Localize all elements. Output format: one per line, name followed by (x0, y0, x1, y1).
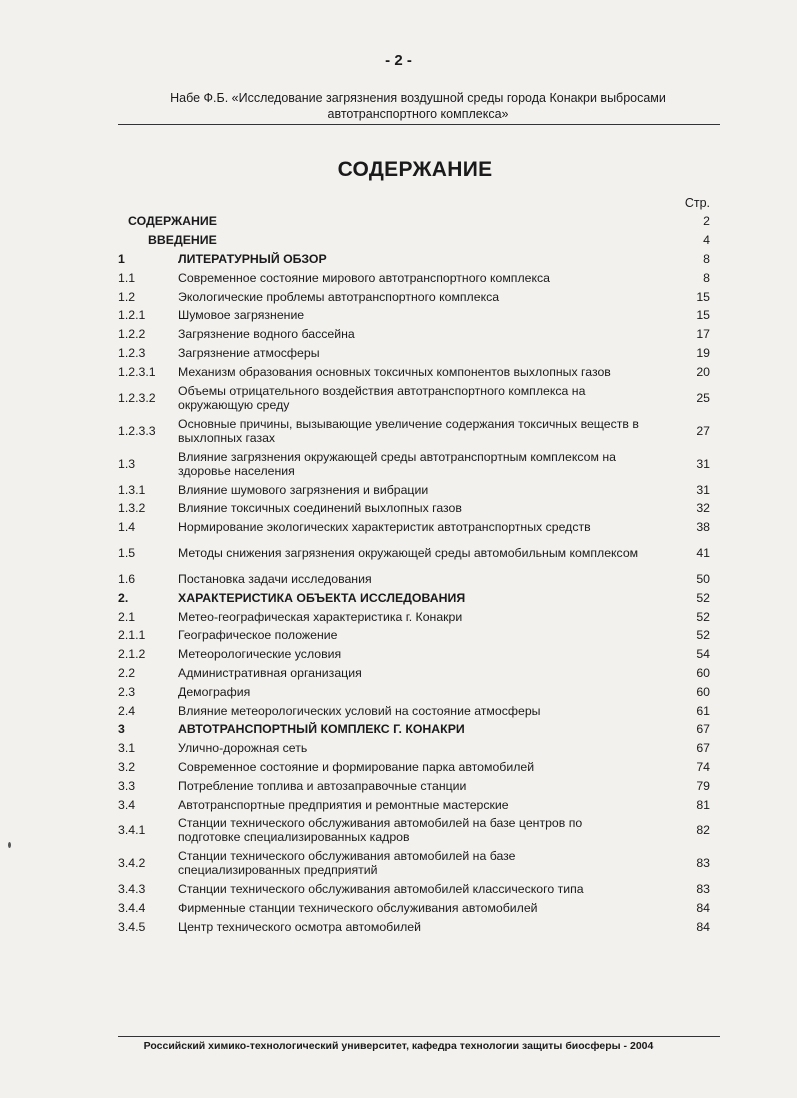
toc-number: 1.2.1 (118, 308, 146, 323)
toc-row (118, 499, 710, 518)
toc-page: 8 (703, 270, 710, 285)
toc-number: 2.1.2 (118, 647, 146, 662)
toc-title: АВТОТРАНСПОРТНЫЙ КОМПЛЕКС Г. КОНАКРИ (178, 722, 465, 737)
toc-page: 60 (696, 684, 710, 699)
table-of-contents (118, 212, 710, 936)
toc-row (118, 306, 710, 325)
running-head (118, 90, 718, 122)
toc-row (118, 518, 710, 537)
toc-row (118, 250, 710, 269)
toc-title: Влияние загрязнения окружающей среды автотранспортным комплексом на здоровье населения (178, 449, 616, 478)
toc-page: 60 (696, 665, 710, 680)
toc-page: 82 (696, 823, 710, 838)
toc-title: Загрязнение водного бассейна (178, 327, 355, 342)
toc-title: Метео-географическая характеристика г. Конакри (178, 609, 463, 624)
page-column-label: Стр. (684, 196, 710, 210)
toc-row (118, 381, 710, 414)
toc-title: СОДЕРЖАНИЕ (128, 214, 217, 229)
toc-row (118, 588, 710, 607)
toc-row (118, 758, 710, 777)
toc-row (118, 776, 710, 795)
toc-number: 3.4.3 (118, 882, 146, 897)
toc-title: Улично-дорожная сеть (178, 741, 308, 756)
toc-page: 84 (696, 919, 710, 934)
toc-number: 2.1 (118, 609, 136, 624)
toc-row (118, 362, 710, 381)
toc-number: 1.6 (118, 571, 136, 586)
toc-page: 41 (696, 546, 710, 561)
toc-number: 3.4.2 (118, 856, 146, 871)
toc-number: 1.3.1 (118, 482, 146, 497)
toc-title: Основные причины, вызывающие увеличение содержания токсичных веществ в выхлопных газах (178, 416, 639, 445)
toc-number: 3 (118, 722, 125, 737)
page-title: СОДЕРЖАНИЕ (337, 158, 493, 181)
toc-title: Станции технического обслуживания автомобилей на базе центров по подготовке специализированных кадров (178, 816, 583, 845)
toc-number: 1.2.3.1 (118, 364, 156, 379)
toc-page: 67 (696, 722, 710, 737)
toc-title: Влияние токсичных соединений выхлопных газов (178, 501, 462, 516)
toc-page: 19 (696, 345, 710, 360)
toc-page: 2 (703, 214, 710, 229)
toc-page: 52 (696, 628, 710, 643)
toc-row (118, 325, 710, 344)
toc-number: 2.1.1 (118, 628, 146, 643)
toc-number: 3.1 (118, 741, 136, 756)
toc-title: Современное состояние мирового автотранспортного комплекса (178, 270, 550, 285)
toc-row (118, 645, 710, 664)
toc-row (118, 268, 710, 287)
toc-row (118, 880, 710, 899)
toc-page: 84 (696, 901, 710, 916)
toc-title: ЛИТЕРАТУРНЫЙ ОБЗОР (178, 251, 327, 266)
toc-row (118, 814, 710, 847)
toc-number: 1.2 (118, 289, 136, 304)
toc-title: Влияние метеорологических условий на состояние атмосферы (178, 703, 541, 718)
toc-page: 25 (696, 390, 710, 405)
toc-page: 32 (696, 501, 710, 516)
toc-row (118, 231, 710, 250)
toc-title: Влияние шумового загрязнения и вибрации (178, 482, 429, 497)
page-number: - 2 - (385, 52, 412, 69)
toc-number: 3.4 (118, 797, 136, 812)
toc-page: 74 (696, 759, 710, 774)
toc-page: 50 (696, 571, 710, 586)
toc-row (118, 212, 710, 231)
toc-row (118, 537, 710, 570)
toc-title: Экологические проблемы автотранспортного комплекса (178, 289, 500, 304)
toc-row (118, 682, 710, 701)
toc-title: Автотранспортные предприятия и ремонтные мастерские (178, 797, 509, 812)
toc-title: Загрязнение атмосферы (178, 345, 320, 360)
toc-page: 15 (696, 308, 710, 323)
toc-row (118, 899, 710, 918)
toc-number: 1.2.2 (118, 327, 146, 342)
toc-number: 1.5 (118, 546, 136, 561)
toc-page: 67 (696, 741, 710, 756)
toc-page: 79 (696, 778, 710, 793)
toc-number: 1.2.3 (118, 345, 146, 360)
toc-title: Фирменные станции технического обслуживания автомобилей (178, 901, 538, 916)
toc-number: 2.2 (118, 665, 136, 680)
toc-row (118, 664, 710, 683)
toc-number: 2. (118, 590, 129, 605)
toc-row (118, 287, 710, 306)
toc-number: 1.4 (118, 520, 136, 535)
toc-title: Демография (178, 684, 251, 699)
toc-row (118, 626, 710, 645)
toc-title: Шумовое загрязнение (178, 308, 305, 323)
toc-title: Современное состояние и формирование парка автомобилей (178, 759, 535, 774)
toc-title: Станции технического обслуживания автомобилей классического типа (178, 882, 584, 897)
toc-number: 1.3.2 (118, 501, 146, 516)
toc-page: 54 (696, 647, 710, 662)
toc-page: 17 (696, 327, 710, 342)
toc-row (118, 918, 710, 937)
toc-title: Механизм образования основных токсичных компонентов выхлопных газов (178, 364, 611, 379)
toc-page: 81 (696, 797, 710, 812)
toc-number: 3.4.4 (118, 901, 146, 916)
toc-number: 2.4 (118, 703, 136, 718)
toc-title: Географическое положение (178, 628, 338, 643)
scan-speck (8, 842, 11, 848)
toc-row (118, 447, 710, 480)
toc-row (118, 414, 710, 447)
toc-row (118, 847, 710, 880)
toc-title: ХАРАКТЕРИСТИКА ОБЪЕКТА ИССЛЕДОВАНИЯ (178, 590, 466, 605)
toc-number: 1.1 (118, 270, 136, 285)
toc-title: Метеорологические условия (178, 647, 342, 662)
footer-divider (118, 1036, 720, 1037)
toc-number: 3.4.5 (118, 919, 146, 934)
toc-number: 2.3 (118, 684, 136, 699)
toc-number: 1 (118, 251, 125, 266)
toc-title: Объемы отрицательного воздействия автотранспортного комплекса на окружающую среду (178, 383, 586, 412)
toc-page: 8 (703, 251, 710, 266)
toc-row (118, 607, 710, 626)
toc-page: 83 (696, 856, 710, 871)
toc-number: 1.2.3.3 (118, 423, 156, 438)
toc-number: 3.2 (118, 759, 136, 774)
toc-title: Административная организация (178, 665, 362, 680)
toc-page: 4 (703, 233, 710, 248)
toc-page: 52 (696, 590, 710, 605)
toc-title: Станции технического обслуживания автомобилей на базе специализированных предприятий (178, 849, 516, 878)
running-head-line-2: автотранспортного комплекса» (327, 107, 509, 121)
toc-page: 31 (696, 456, 710, 471)
toc-page: 61 (696, 703, 710, 718)
toc-page: 52 (696, 609, 710, 624)
toc-title: Центр технического осмотра автомобилей (178, 919, 421, 934)
toc-title: ВВЕДЕНИЕ (148, 233, 217, 248)
toc-number: 3.4.1 (118, 823, 146, 838)
toc-page: 27 (696, 423, 710, 438)
toc-number: 1.3 (118, 456, 136, 471)
toc-page: 15 (696, 289, 710, 304)
header-divider (118, 124, 720, 125)
running-head-line-1: Набе Ф.Б. «Исследование загрязнения воздушной среды города Конакри выбросами (170, 91, 666, 105)
toc-row (118, 701, 710, 720)
toc-row (118, 795, 710, 814)
toc-page: 38 (696, 520, 710, 535)
toc-row (118, 570, 710, 589)
toc-row (118, 739, 710, 758)
toc-title: Постановка задачи исследования (178, 571, 372, 586)
toc-number: 3.3 (118, 778, 136, 793)
toc-page: 83 (696, 882, 710, 897)
toc-row (118, 720, 710, 739)
toc-title: Методы снижения загрязнения окружающей среды автомобильным комплексом (178, 546, 639, 561)
toc-row (118, 344, 710, 363)
toc-page: 31 (696, 482, 710, 497)
toc-page: 20 (696, 364, 710, 379)
footer: Российский химико-технологический университет, кафедра технологии защиты биосферы - 2004 (143, 1040, 654, 1052)
toc-title: Нормирование экологических характеристик автотранспортных средств (178, 520, 591, 535)
toc-row (118, 480, 710, 499)
toc-number: 1.2.3.2 (118, 390, 156, 405)
toc-title: Потребление топлива и автозаправочные станции (178, 778, 467, 793)
